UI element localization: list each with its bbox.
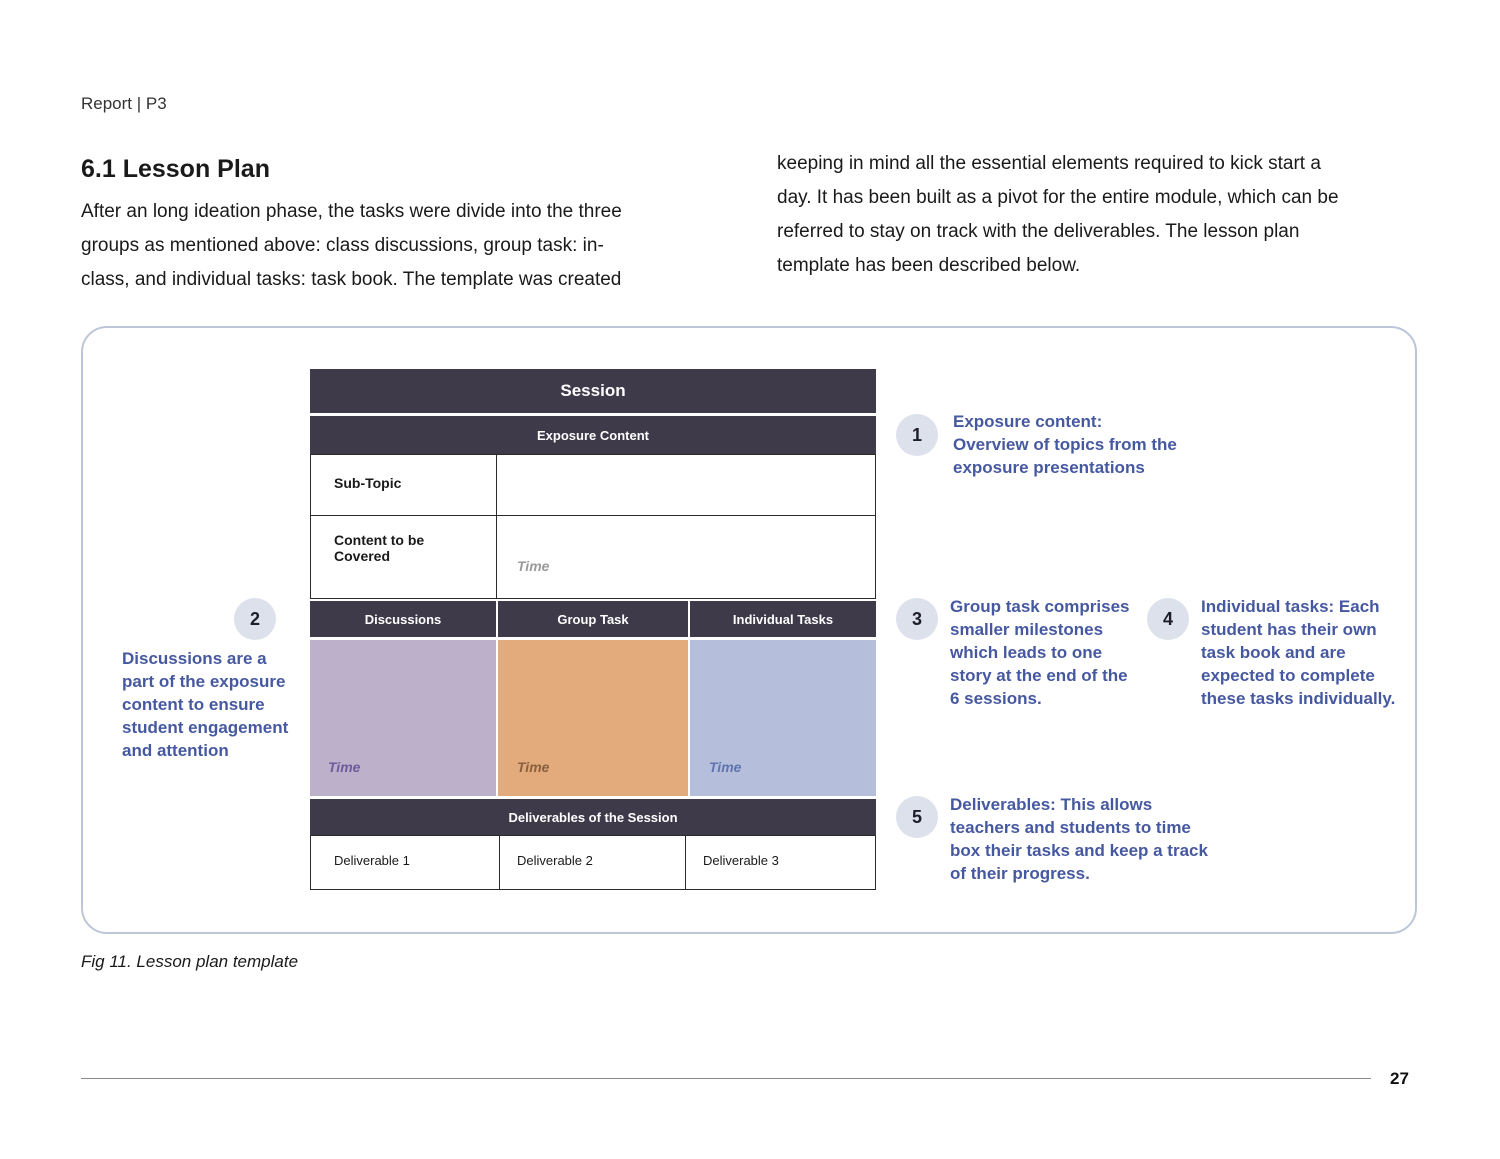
- deliverable-1-cell: [310, 835, 500, 890]
- discussions-block: [310, 640, 496, 796]
- intro-paragraph-right: keeping in mind all the essential elements required to kick start a day. It has been built as a pivot for the entire module, which can be referred to stay on track with the deliverables. The lesson plan template has been described below.: [777, 153, 1339, 276]
- annotation-3-text: Group task comprises smaller milestones which leads to one story at the end of the 6 sessions.: [950, 597, 1130, 708]
- content-time-label: Time: [517, 558, 550, 574]
- annotation-1-badge: 1: [896, 414, 938, 456]
- individual-tasks-time-label: Time: [709, 759, 742, 775]
- footer-divider: [81, 1078, 1371, 1079]
- figure-caption: Fig 11. Lesson plan template: [81, 952, 299, 971]
- content-covered-value-cell: [496, 515, 876, 599]
- sub-topic-label: Sub-Topic: [334, 475, 402, 491]
- content-covered-label-cell: [310, 515, 497, 599]
- individual-tasks-header: Individual Tasks: [690, 601, 876, 637]
- annotation-3-badge: 3: [896, 598, 938, 640]
- sub-topic-label-cell: [310, 454, 497, 516]
- deliverable-2-label: Deliverable 2: [517, 853, 593, 868]
- annotation-4-badge: 4: [1147, 598, 1189, 640]
- deliverable-3-label: Deliverable 3: [703, 853, 779, 868]
- annotation-5-badge: 5: [896, 796, 938, 838]
- sub-topic-value-cell: [496, 454, 876, 516]
- page-number: 27: [1390, 1069, 1409, 1088]
- intro-paragraph-left: After an long ideation phase, the tasks were divide into the three groups as mentioned above: class discussions, group task: in-class, and individual tasks: task book. The template was created: [81, 201, 622, 290]
- discussions-header: Discussions: [310, 601, 496, 637]
- deliverable-2-cell: [499, 835, 686, 890]
- deliverable-1-label: Deliverable 1: [334, 853, 410, 868]
- deliverable-3-cell: [685, 835, 876, 890]
- content-covered-label: Content to be Covered: [334, 532, 425, 564]
- group-task-time-label: Time: [517, 759, 550, 775]
- individual-tasks-block: [690, 640, 876, 796]
- annotation-4-text: Individual tasks: Each student has their own task book and are expected to complete these tasks individually.: [1201, 597, 1396, 708]
- section-title: 6.1 Lesson Plan: [81, 155, 270, 183]
- session-header: Session: [310, 369, 876, 413]
- report-header-label: Report | P3: [81, 94, 167, 113]
- annotation-2-text: Discussions are a part of the exposure content to ensure student engagement and attention: [122, 649, 289, 760]
- group-task-block: [498, 640, 688, 796]
- annotation-5-text: Deliverables: This allows teachers and students to time box their tasks and keep a track of their progress.: [950, 795, 1208, 883]
- deliverables-header: Deliverables of the Session: [310, 799, 876, 835]
- annotation-2-badge: 2: [234, 598, 276, 640]
- annotation-1-text: Exposure content: Overview of topics from the exposure presentations: [953, 412, 1177, 477]
- discussions-time-label: Time: [328, 759, 361, 775]
- group-task-header: Group Task: [498, 601, 688, 637]
- exposure-content-header: Exposure Content: [310, 416, 876, 454]
